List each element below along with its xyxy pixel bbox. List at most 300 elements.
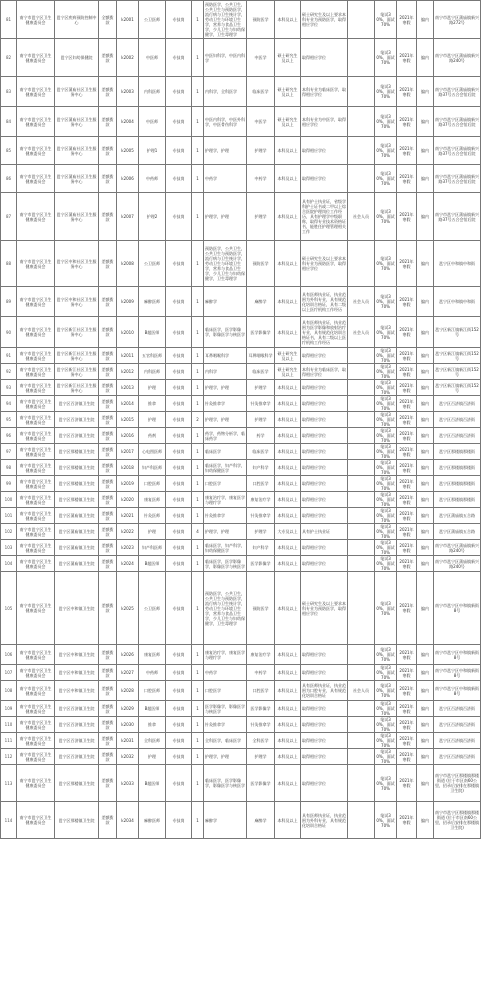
post-category-cell: 专技岗 <box>166 733 192 749</box>
exam-ratio-cell: 笔试30%，面试70% <box>375 287 397 317</box>
exam-time-cell: 2021年寒假 <box>397 701 417 717</box>
exam-time-cell: 2021年寒假 <box>397 39 417 77</box>
department-cell: 南宁市邕宁区卫生健康委员会 <box>17 802 55 839</box>
education-cell: 本科及以上 <box>275 1 301 39</box>
department-cell: 南宁市邕宁区卫生健康委员会 <box>17 77 55 107</box>
employer-cell: 邕宁区中和镇卫生院 <box>55 681 99 701</box>
employer-cell: 邕宁区新江社区卫生服务中心 <box>55 380 99 396</box>
row-number: 104 <box>1 556 17 572</box>
address-cell: 南宁市邕宁区蒲庙镇新兴路240号 <box>434 540 481 556</box>
target-group-cell <box>348 412 375 428</box>
requirements-cell: 取得相应学位 <box>301 765 348 802</box>
post-code-cell: k2020 <box>117 492 139 508</box>
post-name-cell: 内科医师 <box>139 364 166 380</box>
department-cell: 南宁市邕宁区卫生健康委员会 <box>17 348 55 364</box>
exam-ratio-cell: 笔试30%，面试70% <box>376 540 395 555</box>
education-cell: 本科及以上 <box>275 317 301 348</box>
exam-time-cell: 2021年寒假 <box>397 137 417 165</box>
target-group-cell: 社会人员 <box>348 287 375 317</box>
exam-time-cell: 2021年寒假 <box>397 540 417 556</box>
degree-major-cell: 医学影像学 <box>247 701 275 717</box>
headcount-cell: 1 <box>192 665 204 681</box>
funding-type-cell: 全额拨款 <box>99 1 117 39</box>
headcount-cell: 1 <box>192 701 204 717</box>
education-cell: 本科及以上 <box>275 165 301 193</box>
table-row <box>1 380 481 396</box>
post-code-cell: k2017 <box>117 444 139 460</box>
staffing-cell: 编内 <box>417 428 434 444</box>
funding-type-cell: 差额拨款 <box>99 665 117 681</box>
requirements-cell: 取得相应学位 <box>301 749 348 765</box>
post-code-cell: k2011 <box>117 348 139 364</box>
post-code-cell: k2006 <box>117 165 139 193</box>
post-name-cell: 推拿 <box>139 396 166 412</box>
requirements-cell: 取得相应学位 <box>301 380 348 396</box>
employer-cell: 邕宁区蒲庙社区卫生服务中心 <box>55 165 99 193</box>
funding-type-cell: 差额拨款 <box>99 492 117 508</box>
requirements-cell: 具有护士执业证，省级学科护士证书或二甲以上综合医院护理岗位工作经历，具有护理学中级职称，取得专业技术资格证书，能胜任护理管理相关工作 <box>301 193 348 241</box>
exam-time-cell: 2021年寒假 <box>397 665 417 681</box>
funding-type-cell: 差额拨款 <box>99 508 117 524</box>
post-code-cell: k2015 <box>117 412 139 428</box>
education-cell: 本科及以上 <box>275 572 301 645</box>
row-number: 101 <box>1 508 17 524</box>
staffing-cell: 编内 <box>417 476 434 492</box>
major-cell: 针灸推拿学 <box>204 396 247 412</box>
exam-ratio-cell: 笔试30%，面试70% <box>375 77 397 107</box>
row-number: 113 <box>1 765 17 802</box>
staffing-cell: 编内 <box>417 348 434 364</box>
target-group-cell <box>348 428 375 444</box>
post-category-cell: 专技岗 <box>166 492 192 508</box>
post-code-cell: k2003 <box>117 77 139 107</box>
post-code-cell: k2027 <box>117 665 139 681</box>
major-cell: 护理学，护理 <box>204 524 247 540</box>
education-cell: 本科及以上 <box>275 380 301 396</box>
address-cell: 南宁市邕宁区那楼镇那楼街道 (位于市区南60公里，招录后安排在那楼镇卫生院) <box>434 765 481 802</box>
staffing-cell: 编内 <box>417 701 434 717</box>
post-code-cell: k2012 <box>117 364 139 380</box>
employer-cell: 邕宁区中和镇卫生院 <box>55 572 99 645</box>
post-name-cell: 口腔医师 <box>139 681 166 701</box>
table-row <box>1 524 481 540</box>
exam-ratio-cell: 笔试30%，面试70% <box>376 556 395 571</box>
exam-time-cell: 2021年寒假 <box>397 348 417 364</box>
staffing-cell: 编内 <box>417 460 434 476</box>
post-name-cell: 中医师 <box>139 107 166 137</box>
post-code-cell: k2008 <box>117 241 139 287</box>
exam-time-cell: 2021年寒假 <box>397 241 417 287</box>
post-category-cell: 专技岗 <box>166 524 192 540</box>
post-name-cell: 药剂 <box>139 428 166 444</box>
address-cell: 邕宁区中和镇中和街 <box>434 241 481 287</box>
staffing-cell: 编内 <box>417 524 434 540</box>
employer-cell: 邕宁区百济镇卫生院 <box>55 733 99 749</box>
post-category-cell: 专技岗 <box>166 508 192 524</box>
education-cell: 本科及以上 <box>275 540 301 556</box>
headcount-cell: 1 <box>192 460 204 476</box>
staffing-cell: 编内 <box>417 412 434 428</box>
post-code-cell: k2016 <box>117 428 139 444</box>
target-group-cell <box>348 1 375 39</box>
target-group-cell <box>348 749 375 765</box>
address-cell: 邕宁区新江镇新江街152号 <box>434 348 481 364</box>
table-row <box>1 802 481 839</box>
headcount-cell: 1 <box>192 508 204 524</box>
funding-type-cell: 差额拨款 <box>99 524 117 540</box>
degree-major-cell: 针灸推拿学 <box>247 396 275 412</box>
department-cell: 南宁市邕宁区卫生健康委员会 <box>17 733 55 749</box>
table-row <box>1 556 481 572</box>
employer-cell: 邕宁区蒲庙社区卫生服务中心 <box>55 107 99 137</box>
headcount-cell: 1 <box>192 39 204 77</box>
post-category-cell: 专技岗 <box>166 107 192 137</box>
employer-cell: 邕宁区新江社区卫生服务中心 <box>55 364 99 380</box>
education-cell: 硕士研究生及以上 <box>275 39 301 77</box>
major-cell: 护理学，护理 <box>204 193 247 241</box>
exam-time-cell: 2021年寒假 <box>397 364 417 380</box>
table-row <box>1 508 481 524</box>
post-category-cell: 专技岗 <box>166 39 192 77</box>
requirements-cell: 硕士研究生及以上要求本科专业为预防医学，取得相应学位 <box>301 572 348 645</box>
address-cell: 南宁市邕宁区中和镇新街8号 <box>434 681 481 701</box>
address-cell: 邕宁区百济镇百济街 <box>434 412 481 428</box>
post-name-cell: 护理 <box>139 749 166 765</box>
table-row <box>1 287 481 317</box>
major-cell: 预防医学，公共卫生，公共卫生与预防医学，流行病与卫生统计学，劳动卫生与环境卫生学，营养与食品卫生学，少儿卫生与妇幼保健学，卫生毒理学 <box>204 241 247 287</box>
exam-ratio-cell: 笔试30%，面试70% <box>376 492 395 507</box>
funding-type-cell: 差额拨款 <box>99 107 117 137</box>
table-row <box>1 749 481 765</box>
staffing-cell: 编内 <box>417 396 434 412</box>
post-name-cell: 内科医师 <box>139 77 166 107</box>
table-row <box>1 460 481 476</box>
post-code-cell: k2025 <box>117 572 139 645</box>
staffing-cell: 编内 <box>417 165 434 193</box>
requirements-cell: 取得相应学位 <box>301 508 348 524</box>
employer-cell: 邕宁区新江社区卫生服务中心 <box>55 348 99 364</box>
post-category-cell: 专技岗 <box>166 765 192 802</box>
requirements-cell: 取得相应学位 <box>301 396 348 412</box>
post-code-cell: k2019 <box>117 476 139 492</box>
target-group-cell <box>348 364 375 380</box>
table-row <box>1 540 481 556</box>
funding-type-cell: 差额拨款 <box>99 733 117 749</box>
post-category-cell: 专技岗 <box>166 572 192 645</box>
department-cell: 南宁市邕宁区卫生健康委员会 <box>17 665 55 681</box>
major-cell: 中药学 <box>204 165 247 193</box>
major-cell: 临床医学，医学影像学，影像医学与核医学 <box>204 765 247 802</box>
education-cell: 本科及以上 <box>275 765 301 802</box>
post-code-cell: k2023 <box>117 540 139 556</box>
post-category-cell: 专技岗 <box>166 165 192 193</box>
target-group-cell <box>348 39 375 77</box>
target-group-cell <box>348 77 375 107</box>
department-cell: 南宁市邕宁区卫生健康委员会 <box>17 749 55 765</box>
major-cell: 内科学 <box>204 364 247 380</box>
target-group-cell: 社会人员 <box>348 681 375 701</box>
post-code-cell: k2026 <box>117 645 139 665</box>
major-cell: 针灸推拿学 <box>204 717 247 733</box>
employer-cell: 邕宁区疾病预防控制中心 <box>55 1 99 39</box>
post-name-cell: 全科医师 <box>139 733 166 749</box>
requirements-cell: 取得相应学位 <box>301 556 348 572</box>
table-row <box>1 107 481 137</box>
staffing-cell: 编内 <box>417 540 434 556</box>
education-cell: 本科及以上 <box>275 476 301 492</box>
funding-type-cell: 差额拨款 <box>99 556 117 572</box>
funding-type-cell: 差额拨款 <box>99 540 117 556</box>
address-cell: 邕宁区蒲庙镇五合路 <box>434 524 481 540</box>
employer-cell: 邕宁区中和镇卫生院 <box>55 665 99 681</box>
headcount-cell: 1 <box>192 317 204 348</box>
post-name-cell: 口腔医师 <box>139 476 166 492</box>
major-cell: 耳鼻咽喉科学 <box>204 348 247 364</box>
exam-time-cell: 2021年寒假 <box>397 802 417 839</box>
funding-type-cell: 差额拨款 <box>99 77 117 107</box>
major-cell: 麻醉学 <box>204 802 247 839</box>
funding-type-cell: 差额拨款 <box>99 380 117 396</box>
education-cell: 本科及以上 <box>275 681 301 701</box>
department-cell: 南宁市邕宁区卫生健康委员会 <box>17 681 55 701</box>
address-cell: 邕宁区新江镇新江街152号 <box>434 317 481 348</box>
funding-type-cell: 差额拨款 <box>99 476 117 492</box>
degree-major-cell: 妇产科学 <box>247 460 275 476</box>
degree-major-cell: 医学影像学 <box>247 317 275 348</box>
row-number: 98 <box>1 460 17 476</box>
degree-major-cell: 康复治疗学 <box>247 645 275 665</box>
target-group-cell <box>348 241 375 287</box>
post-category-cell: 专技岗 <box>166 701 192 717</box>
funding-type-cell: 差额拨款 <box>99 701 117 717</box>
degree-major-cell: 康复治疗学 <box>247 492 275 508</box>
degree-major-cell: 针灸推拿学 <box>247 508 275 524</box>
department-cell: 南宁市邕宁区卫生健康委员会 <box>17 444 55 460</box>
exam-time-cell: 2021年寒假 <box>397 317 417 348</box>
requirements-cell: 取得相应学位 <box>301 492 348 508</box>
post-name-cell: 麻醉医师 <box>139 802 166 839</box>
exam-ratio-cell: 笔试30%，面试70% <box>376 444 395 459</box>
table-row <box>1 412 481 428</box>
funding-type-cell: 差额拨款 <box>99 717 117 733</box>
address-cell: 邕宁区百济镇百济街 <box>434 749 481 765</box>
target-group-cell <box>348 765 375 802</box>
exam-ratio-cell: 笔试30%，面试70% <box>376 428 395 443</box>
education-cell: 本科及以上 <box>275 665 301 681</box>
staffing-cell: 编内 <box>417 317 434 348</box>
post-category-cell: 专技岗 <box>166 137 192 165</box>
post-name-cell: 推拿 <box>139 717 166 733</box>
requirements-cell: 取得相应学位 <box>301 476 348 492</box>
department-cell: 南宁市邕宁区卫生健康委员会 <box>17 137 55 165</box>
funding-type-cell: 差额拨款 <box>99 681 117 701</box>
target-group-cell <box>348 733 375 749</box>
headcount-cell: 1 <box>192 348 204 364</box>
headcount-cell: 1 <box>192 396 204 412</box>
degree-major-cell: 预防医学 <box>247 572 275 645</box>
employer-cell: 邕宁区那楼镇卫生院 <box>55 802 99 839</box>
department-cell: 南宁市邕宁区卫生健康委员会 <box>17 717 55 733</box>
post-code-cell: k2029 <box>117 701 139 717</box>
post-category-cell: 专技岗 <box>166 681 192 701</box>
table-row <box>1 165 481 193</box>
table-row <box>1 572 481 645</box>
major-cell: 针灸推拿学 <box>204 508 247 524</box>
target-group-cell: 社会人员 <box>348 193 375 241</box>
funding-type-cell: 差额拨款 <box>99 572 117 645</box>
staffing-cell: 编内 <box>417 492 434 508</box>
employer-cell: 邕宁区百济镇卫生院 <box>55 701 99 717</box>
major-cell: 临床医学，医学影像学，影像医学与核医学 <box>204 556 247 572</box>
headcount-cell: 1 <box>192 749 204 765</box>
employer-cell: 邕宁区蒲庙镇卫生院 <box>55 524 99 540</box>
exam-time-cell: 2021年寒假 <box>397 460 417 476</box>
row-number: 91 <box>1 348 17 364</box>
row-number: 87 <box>1 193 17 241</box>
degree-major-cell: 全科医学 <box>247 733 275 749</box>
employer-cell: 邕宁区中和镇卫生院 <box>55 645 99 665</box>
post-category-cell: 专技岗 <box>166 348 192 364</box>
post-name-cell: 护理 <box>139 412 166 428</box>
address-cell: 邕宁区百济镇百济街 <box>434 428 481 444</box>
address-cell: 邕宁区百济镇百济街 <box>434 396 481 412</box>
employer-cell: 邕宁区那楼镇卫生院 <box>55 444 99 460</box>
education-cell: 本科及以上 <box>275 645 301 665</box>
exam-time-cell: 2021年寒假 <box>397 444 417 460</box>
requirements-cell: 具有医师执业证，执业范围为医学影像和放射治疗专业，具有规范化培训合格证书，具有二级以上医疗机构工作经历 <box>301 317 348 348</box>
exam-ratio-cell: 笔试30%，面试70% <box>375 802 397 839</box>
row-number: 110 <box>1 717 17 733</box>
row-number: 114 <box>1 802 17 839</box>
table-row <box>1 765 481 802</box>
address-cell: 南宁市邕宁区中和镇新街8号 <box>434 645 481 665</box>
target-group-cell <box>348 444 375 460</box>
degree-major-cell: 医学影像学 <box>247 556 275 572</box>
department-cell: 南宁市邕宁区卫生健康委员会 <box>17 701 55 717</box>
exam-ratio-cell: 笔试30%，面试70% <box>375 39 397 77</box>
table-row <box>1 137 481 165</box>
target-group-cell <box>348 540 375 556</box>
exam-ratio-cell: 笔试30%，面试70% <box>376 412 395 427</box>
requirements-cell: 本科专业为临床医学，取得相应学位 <box>301 77 348 107</box>
education-cell: 本科及以上 <box>275 412 301 428</box>
address-cell: 邕宁区那楼镇那楼街 <box>434 476 481 492</box>
row-number: 111 <box>1 733 17 749</box>
post-code-cell: k2033 <box>117 765 139 802</box>
major-cell: 康复治疗学，康复医学与理疗学 <box>204 645 247 665</box>
staffing-cell: 编内 <box>417 645 434 665</box>
major-cell: 口腔医学 <box>204 476 247 492</box>
staffing-cell: 编内 <box>417 665 434 681</box>
post-category-cell: 专技岗 <box>166 717 192 733</box>
row-number: 93 <box>1 380 17 396</box>
row-number: 108 <box>1 681 17 701</box>
exam-ratio-cell: 笔试30%，面试70% <box>375 241 397 287</box>
department-cell: 南宁市邕宁区卫生健康委员会 <box>17 540 55 556</box>
degree-major-cell: 护理学 <box>247 380 275 396</box>
table-row <box>1 681 481 701</box>
staffing-cell: 编内 <box>417 380 434 396</box>
row-number: 83 <box>1 77 17 107</box>
funding-type-cell: 差额拨款 <box>99 241 117 287</box>
exam-ratio-cell: 笔试30%，面试70% <box>375 193 397 241</box>
row-number: 82 <box>1 39 17 77</box>
employer-cell: 邕宁区中和社区卫生服务中心 <box>55 287 99 317</box>
requirements-cell: 具有医师执业证，执业范围为外科专业，具有规范化培训合格证，具有二级以上医疗机构工作经历 <box>301 287 348 317</box>
department-cell: 南宁市邕宁区卫生健康委员会 <box>17 165 55 193</box>
department-cell: 南宁市邕宁区卫生健康委员会 <box>17 645 55 665</box>
requirements-cell: 硕士研究生及以上要求本科专业为预防医学，取得相应学位 <box>301 241 348 287</box>
exam-ratio-cell: 笔试30%，面试70% <box>376 524 395 539</box>
department-cell: 南宁市邕宁区卫生健康委员会 <box>17 1 55 39</box>
exam-time-cell: 2021年寒假 <box>397 412 417 428</box>
department-cell: 南宁市邕宁区卫生健康委员会 <box>17 460 55 476</box>
major-cell: 中药学 <box>204 665 247 681</box>
employer-cell: 邕宁区那楼镇卫生院 <box>55 476 99 492</box>
education-cell: 本科及以上 <box>275 287 301 317</box>
exam-time-cell: 2021年寒假 <box>397 1 417 39</box>
post-category-cell: 专技岗 <box>166 364 192 380</box>
major-cell: 护理学，护理 <box>204 137 247 165</box>
table-row <box>1 317 481 348</box>
degree-major-cell: 医学影像学 <box>247 765 275 802</box>
employer-cell: 邕宁区百济镇卫生院 <box>55 396 99 412</box>
post-name-cell: B超医师 <box>139 701 166 717</box>
department-cell: 南宁市邕宁区卫生健康委员会 <box>17 241 55 287</box>
degree-major-cell: 护理学 <box>247 193 275 241</box>
exam-time-cell: 2021年寒假 <box>397 476 417 492</box>
address-cell: 邕宁区蒲庙镇五合路 <box>434 508 481 524</box>
post-code-cell: k2021 <box>117 508 139 524</box>
degree-major-cell: 针灸推拿学 <box>247 717 275 733</box>
requirements-cell: 取得相应学位 <box>301 39 348 77</box>
exam-time-cell: 2021年寒假 <box>397 765 417 802</box>
row-number: 94 <box>1 396 17 412</box>
headcount-cell: 1 <box>192 107 204 137</box>
education-cell: 本科及以上 <box>275 508 301 524</box>
department-cell: 南宁市邕宁区卫生健康委员会 <box>17 396 55 412</box>
address-cell: 邕宁区百济镇百济街 <box>434 733 481 749</box>
degree-major-cell: 预防医学 <box>247 241 275 287</box>
degree-major-cell: 中药学 <box>247 165 275 193</box>
exam-time-cell: 2021年寒假 <box>397 193 417 241</box>
headcount-cell: 1 <box>192 165 204 193</box>
address-cell: 邕宁区那楼镇那楼街 <box>434 492 481 508</box>
exam-ratio-cell: 笔试30%，面试70% <box>375 107 397 137</box>
funding-type-cell: 差额拨款 <box>99 802 117 839</box>
staffing-cell: 编内 <box>417 1 434 39</box>
department-cell: 南宁市邕宁区卫生健康委员会 <box>17 317 55 348</box>
post-code-cell: k2007 <box>117 193 139 241</box>
exam-time-cell: 2021年寒假 <box>397 524 417 540</box>
table-row <box>1 364 481 380</box>
employer-cell: 邕宁区蒲庙镇卫生院 <box>55 508 99 524</box>
staffing-cell: 编内 <box>417 733 434 749</box>
degree-major-cell: 护理学 <box>247 137 275 165</box>
requirements-cell: 具有护士执业证 <box>301 524 348 540</box>
post-category-cell: 专技岗 <box>166 380 192 396</box>
funding-type-cell: 差额拨款 <box>99 287 117 317</box>
funding-type-cell: 差额拨款 <box>99 765 117 802</box>
target-group-cell <box>348 396 375 412</box>
post-category-cell: 专技岗 <box>166 193 192 241</box>
headcount-cell: 2 <box>192 412 204 428</box>
exam-ratio-cell: 笔试30%，面试70% <box>376 460 395 475</box>
education-cell: 本科及以上 <box>275 802 301 839</box>
headcount-cell: 1 <box>192 364 204 380</box>
major-cell: 临床医学，妇产科学，妇幼保健医学 <box>204 540 247 556</box>
address-cell: 邕宁区那楼镇那楼街 <box>434 460 481 476</box>
